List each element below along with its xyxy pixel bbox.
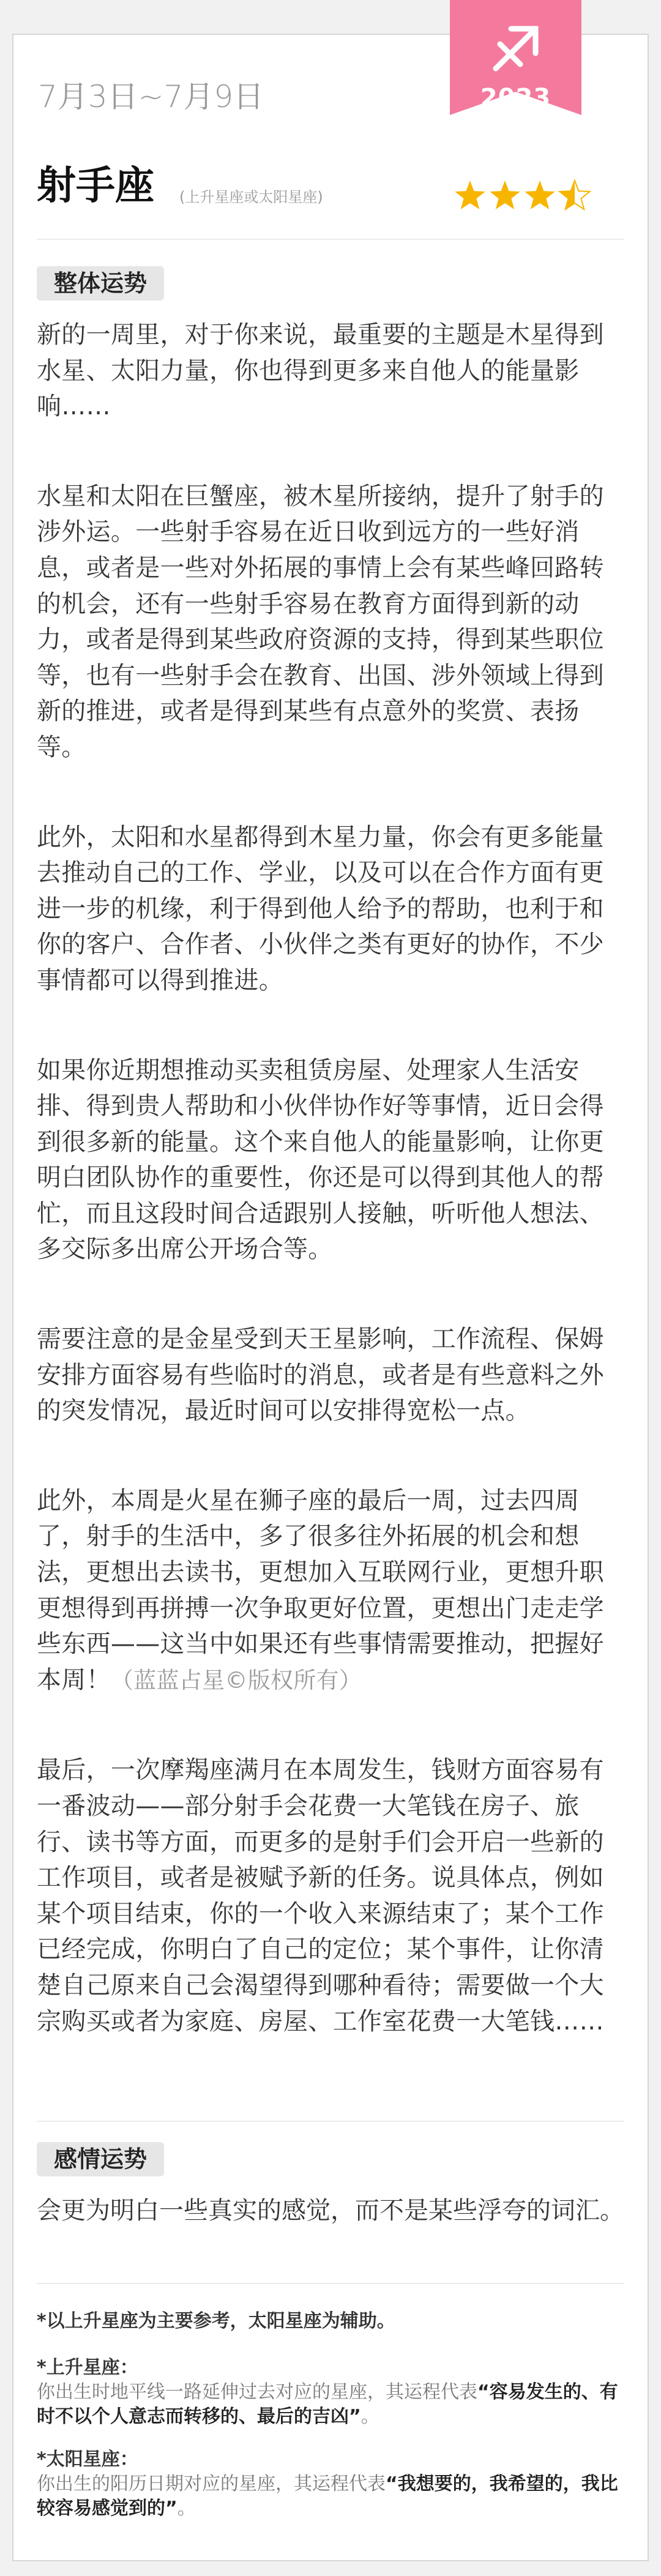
paragraph: 需要注意的是金星受到天王星影响，工作流程、保姆安排方面容易有些临时的消息，或者是有些意料之外的突发情况，最近时间可以安排得宽松一点。 [37, 1325, 604, 1425]
paragraph: 最后，一次摩羯座满月在本周发生，钱财方面容易有一番波动——部分射手会花费一大笔钱在房子、旅行、读书等方面，而更多的是射手们会开启一些新的工作项目，或者是被赋予新的任务。说具体点，例如某个项目结束，你的一个收入来源结束了；某个工作已经完成，你明白了自己的定位；某个事件，让你清楚自己原来自己会渴望得到哪种看待；需要做一个大宗购买或者为家庭、房屋、工作室花费一大笔钱…… [37, 1756, 604, 2036]
sun-title: *太阳星座： [37, 2449, 138, 2470]
star-full-icon [455, 181, 485, 209]
rising-note [37, 2356, 624, 2429]
divider [37, 239, 624, 240]
sun-body-text: 你出生的阳历日期对应的星座，其运程代表 [37, 2473, 386, 2495]
sign-note: (上升星座或太阳星座) [179, 189, 323, 206]
rising-body-text: 你出生时地平线一路延伸过去对应的星座，其运程代表 [37, 2381, 477, 2403]
date-range: 7月3日~7月9日 [38, 79, 264, 114]
paragraph: 水星和太阳在巨蟹座，被木星所接纳，提升了射手的涉外运。一些射手容易在近日收到远方的一些好消息，或者是一些对外拓展的事情上会有某些峰回路转的机会，还有一些射手容易在教育方面得到新的动力，或者是得到某些政府资源的支持，得到某些职位等，也有一些射手会在教育、出国、涉外领域上得到新的推进，或者是得到某些有点意外的奖赏、表扬等。 [37, 482, 604, 761]
emotion-text: 会更为明白一些真实的感觉，而不是某些浮夸的词汇。 [37, 2197, 624, 2225]
footnotes [37, 2309, 624, 2539]
badge-year: 2023 [480, 84, 551, 112]
copyright: （蓝蓝占星©版权所有） [110, 1667, 362, 1693]
divider [37, 2121, 624, 2122]
sign-title: 射手座 [37, 163, 154, 209]
sun-body [37, 2472, 624, 2521]
star-full-icon [525, 181, 555, 209]
sun-body-end: 。 [177, 2498, 196, 2519]
emotion-label: 感情运势 [37, 2142, 164, 2176]
paragraph: 此外，太阳和水星都得到木星力量，你会有更多能量去推动自己的工作、学业，以及可以在合作方面有更进一步的机缘，利于得到他人给予的帮助，也利于和你的客户、合作者、小伙伴之类有更好的协作，不少事情都可以得到推进。 [37, 823, 604, 995]
overall-text [37, 317, 624, 2093]
sun-note [37, 2447, 624, 2521]
rising-body-end: 。 [360, 2406, 379, 2427]
paragraph-with-copyright [37, 1483, 624, 1699]
divider [37, 2283, 624, 2284]
main-note: *以上升星座为主要参考，太阳星座为辅助。 [37, 2310, 395, 2332]
rising-body [37, 2380, 624, 2429]
year-badge [450, 0, 581, 116]
paragraph: 新的一周里，对于你来说，最重要的主题是木星得到水星、太阳力量，你也得到更多来自他人的能量影响…… [37, 321, 604, 421]
paragraph: 此外，本周是火星在狮子座的最后一周，过去四周了，射手的生活中，多了很多往外拓展的机会和想法，更想出去读书，更想加入互联网行业，更想升职更想得到再拼搏一次争取更好位置，更想出门走走学些东西——这当中如果还有些事情需要推动，把握好本周！ [37, 1486, 604, 1694]
star-half-icon [559, 181, 589, 209]
overall-label: 整体运势 [37, 266, 164, 301]
rising-body-emphasis: “容易发生的、有时不以个人意志而转移的、最后的吉凶” [37, 2381, 618, 2427]
paragraph: 如果你近期想推动买卖租赁房屋、处理家人生活安排、得到贵人帮助和小伙伴协作好等事情，近日会得到很多新的能量。这个来自他人的能量影响，让你更明白团队协作的重要性，你还是可以得到其他人的帮忙，而且这段时间合适跟别人接触，听听他人想法、多交际多出席公开场合等。 [37, 1056, 604, 1264]
rating-stars [453, 177, 594, 214]
star-full-icon [490, 181, 520, 209]
sun-body-emphasis: “我想要的，我希望的，我比较容易感觉到的” [37, 2473, 618, 2519]
rising-title: *上升星座： [37, 2357, 138, 2378]
